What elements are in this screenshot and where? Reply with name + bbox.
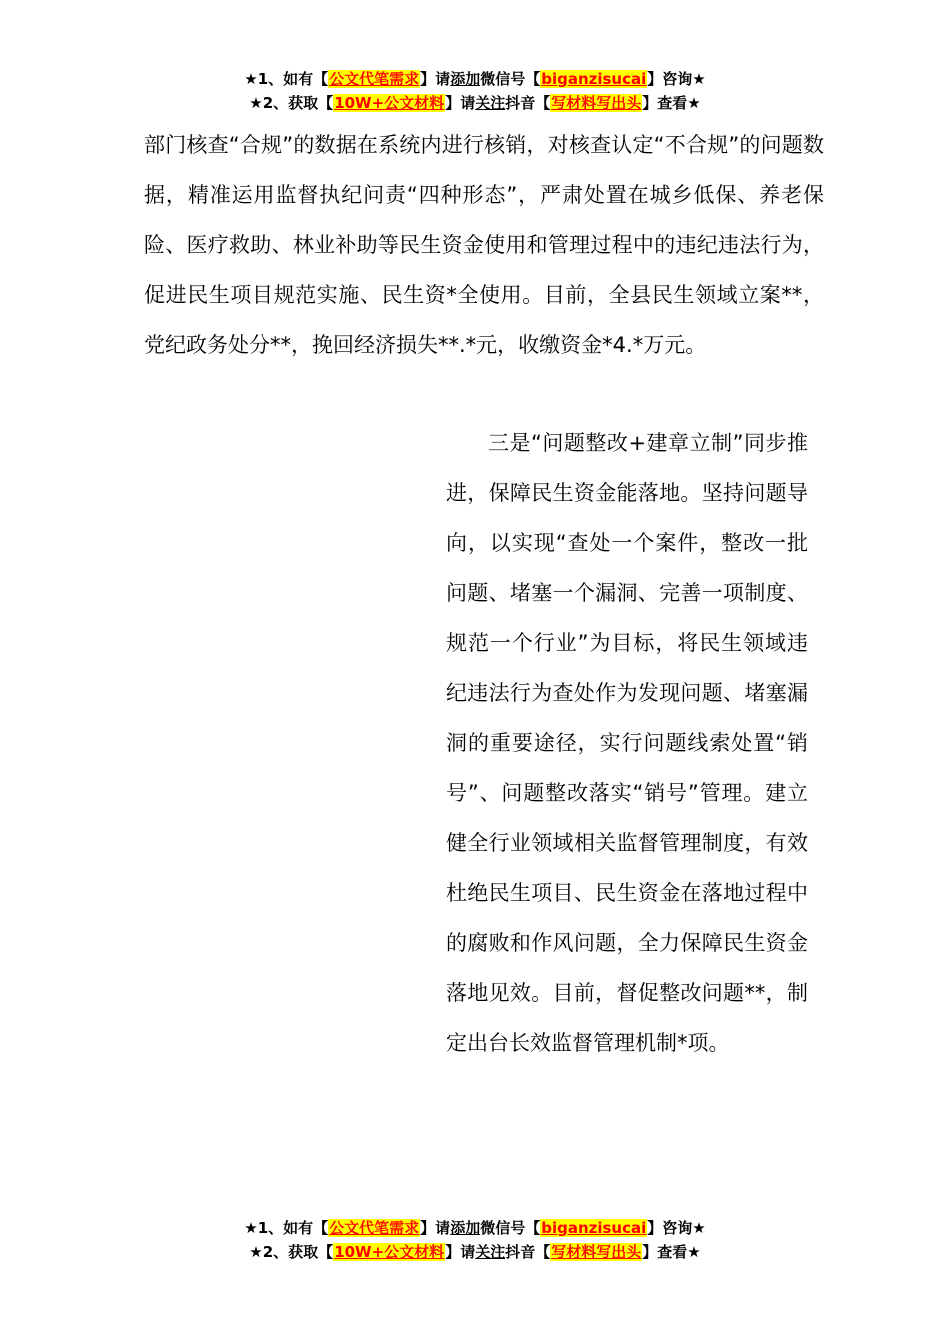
promo-line-1-middle-a: 】请 xyxy=(420,70,451,88)
footer-line-2-suffix: 】查看★ xyxy=(642,1243,701,1261)
body-paragraph-2: 三是“问题整改+建章立制”同步推进，保障民生资金能落地。坚持问题导向，以实现“查处一个案件，整改一批问题、堵塞一个漏洞、完善一项制度、规范一个行业”为目标，将民生领域违纪违法行为查处作为发现问题、堵塞漏洞的重要途径，实行问题线索处置“销号”、问题整改落实“销号”管理。建立健全行业领域相关监督管理制度，有效杜绝民生项目、民生资金在落地过程中的腐败和作风问题，全力保障民生资金落地见效。目前，督促整改问题**，制定出台长效监督管理机制*项。 xyxy=(446,431,808,1055)
promo-line-1-highlight-wechat: biganzisucai xyxy=(541,70,647,88)
footer-line-2-highlight-douyin: 写材料写出头 xyxy=(551,1243,642,1261)
footer-line-1-highlight-service: 公文代笔需求 xyxy=(329,1219,420,1237)
footer-promo-line-1 xyxy=(0,1217,950,1241)
promo-line-2-emphasis: 关注 xyxy=(475,94,506,112)
footer-line-2-emphasis: 关注 xyxy=(475,1243,506,1261)
promo-line-1-emphasis: 添加 xyxy=(450,70,481,88)
header-promo xyxy=(0,68,950,116)
footer-line-2-prefix: ★2、获取【 xyxy=(249,1243,334,1261)
footer-line-2-highlight-materials: 10W+公文材料 xyxy=(334,1243,445,1261)
promo-line-2-middle-a: 】请 xyxy=(445,94,476,112)
promo-line-1-highlight-service: 公文代笔需求 xyxy=(329,70,420,88)
promo-line-2-highlight-materials: 10W+公文材料 xyxy=(334,94,445,112)
footer-line-1-middle-b: 微信号【 xyxy=(480,1219,541,1237)
promo-line-2-prefix: ★2、获取【 xyxy=(249,94,334,112)
footer-line-1-middle-a: 】请 xyxy=(420,1219,451,1237)
footer-line-1-emphasis: 添加 xyxy=(450,1219,481,1237)
promo-line-1-middle-b: 微信号【 xyxy=(480,70,541,88)
promo-line-1-prefix: ★1、如有【 xyxy=(244,70,329,88)
footer-promo xyxy=(0,1217,950,1265)
promo-line-2-suffix: 】查看★ xyxy=(642,94,701,112)
promo-line-1 xyxy=(0,68,950,92)
footer-line-1-prefix: ★1、如有【 xyxy=(244,1219,329,1237)
promo-line-1-suffix: 】咨询★ xyxy=(647,70,706,88)
body-paragraph-1: 部门核查“合规”的数据在系统内进行核销，对核查认定“不合规”的问题数据，精准运用监督执纪问责“四种形态”，严肃处置在城乡低保、养老保险、医疗救助、林业补助等民生资金使用和管理过程中的违纪违法行为，促进民生项目规范实施、民生资*全使用。目前，全县民生领域立案**，党纪政务处分**，挽回经济损失**.*元，收缴资金*4.*万元。 xyxy=(144,133,824,357)
footer-line-2-middle-a: 】请 xyxy=(445,1243,476,1261)
footer-line-1-suffix: 】咨询★ xyxy=(647,1219,706,1237)
footer-line-2-middle-b: 抖音【 xyxy=(505,1243,551,1261)
promo-line-2-middle-b: 抖音【 xyxy=(505,94,551,112)
footer-promo-line-2 xyxy=(0,1241,950,1265)
footer-line-1-highlight-wechat: biganzisucai xyxy=(541,1219,647,1237)
promo-line-2-highlight-douyin: 写材料写出头 xyxy=(551,94,642,112)
promo-line-2 xyxy=(0,92,950,116)
